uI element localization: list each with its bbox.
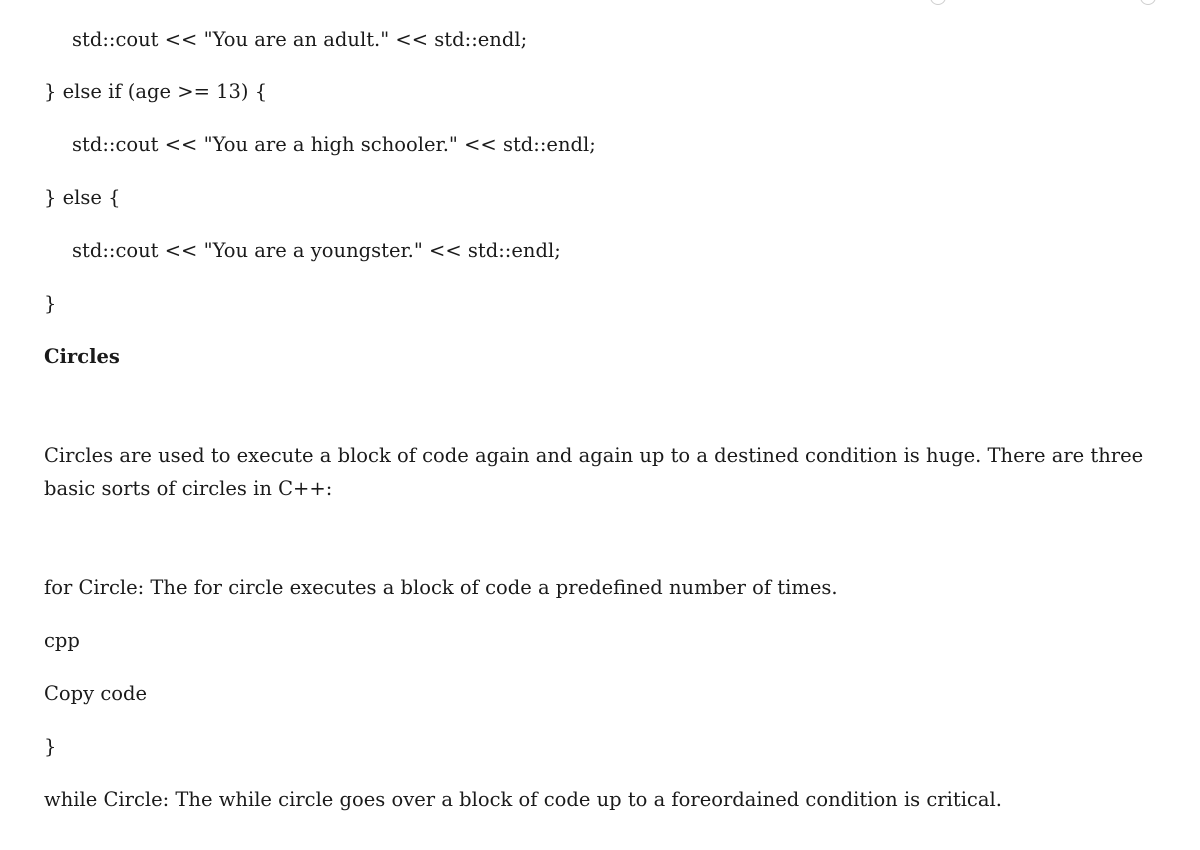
code-line: } else if (age >= 13) { [44,80,268,103]
section-heading: Circles [44,345,120,368]
code-language-label: cpp [44,629,80,652]
intro-paragraph: Circles are used to execute a block of code again and again up to a destined condition is huge. There are three basic sorts of circles in C++: [44,444,1144,500]
top-edge-decoration-right [1140,0,1156,5]
for-circle-paragraph: for Circle: The for circle executes a block of code a predefined number of times. [44,576,838,599]
top-edge-decoration-left [930,0,946,5]
while-circle-paragraph: while Circle: The while circle goes over a block of code up to a foreordained condition is critical. [44,788,1002,811]
copy-code-button[interactable]: Copy code [44,682,148,705]
code-line: std::cout << "You are a youngster." << std::endl; [72,239,561,262]
code-line: } else { [44,186,121,209]
code-line: std::cout << "You are a high schooler." << std::endl; [72,133,596,156]
code-line: std::cout << "You are an adult." << std::endl; [72,28,528,51]
code-line: } [44,292,57,315]
code-closing-brace: } [44,735,57,758]
